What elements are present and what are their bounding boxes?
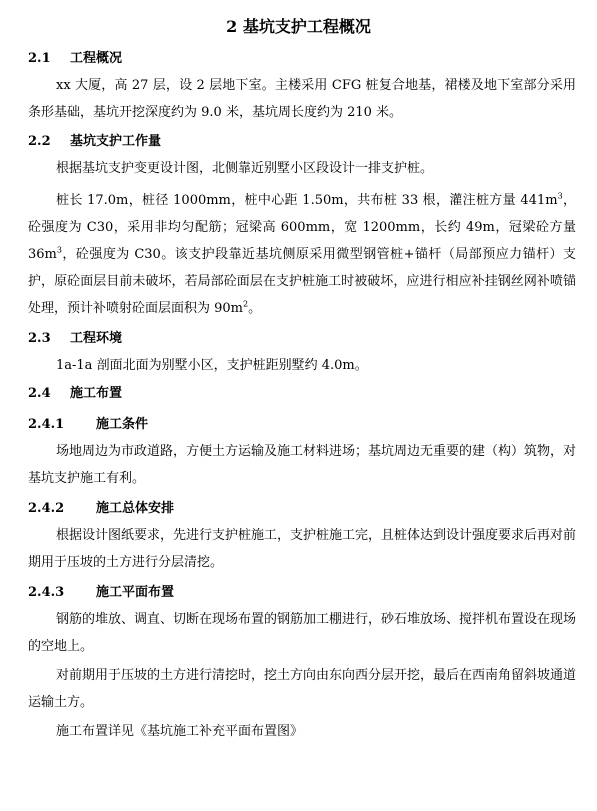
section-2-4-1-heading <box>28 416 148 434</box>
section-2-4-2-heading <box>28 500 174 518</box>
chapter-title: 2 基坑支护工程概况 <box>226 17 371 36</box>
section-number: 2.1 <box>28 51 51 66</box>
section-title: 基坑支护工作量 <box>70 134 162 149</box>
section-2-2-heading <box>28 133 161 151</box>
paragraph-text: 。 <box>248 301 262 316</box>
section-2-4-heading <box>28 385 122 403</box>
section-2-4-1-paragraph: 场地周边为市政道路，方便土方运输及施工材料进场；基坑周边无重要的建（构）筑物，对基坑支护施工有利。 <box>28 444 577 486</box>
section-2-1-heading <box>28 50 122 68</box>
section-2-4-3-heading <box>28 584 174 602</box>
section-number: 2.3 <box>28 331 51 346</box>
superscript: 3 <box>557 191 563 201</box>
section-2-1-paragraph: xx 大厦，高 27 层，设 2 层地下室。主楼采用 CFG 桩复合地基，裙楼及地下室部分采用条形基础，基坑开挖深度约为 9.0 米，基坑周长度约为 210 米。 <box>28 78 576 120</box>
section-number: 2.4.1 <box>28 417 65 432</box>
section-2-4-3-paragraph-1: 钢筋的堆放、调直、切断在现场布置的钢筋加工棚进行，砂石堆放场、搅拌机布置设在现场的空地上。 <box>28 612 577 654</box>
section-2-2-paragraph-2 <box>28 187 576 322</box>
paragraph-text: ，砼强度为 C30，采用非均匀配筋；冠梁高 600mm，宽 1200mm，长约 49m，冠梁砼方量 36m <box>28 193 576 262</box>
section-title: 施工布置 <box>70 386 123 401</box>
section-number: 2.2 <box>28 134 51 149</box>
section-title: 施工总体安排 <box>96 501 175 516</box>
paragraph-text: 桩长 17.0m，桩径 1000mm，桩中心距 1.50m，共布桩 33 根，灌注桩方量 441m <box>56 193 558 208</box>
section-2-3-paragraph: 1a-1a 剖面北面为别墅小区，支护桩距别墅约 4.0m。 <box>56 358 368 373</box>
section-title: 施工平面布置 <box>96 585 175 600</box>
section-number: 2.4 <box>28 386 51 401</box>
section-2-3-heading <box>28 330 122 348</box>
section-2-4-3-paragraph-2: 对前期用于压坡的土方进行清挖时，挖土方向由东向西分层开挖，最后在西南角留斜坡通道运输土方。 <box>28 668 577 710</box>
paragraph-text: ，砼强度为 C30。该支护段靠近基坑侧原采用微型钢管桩+锚杆（局部预应力锚杆）支护，原砼面层目前未破坏，若局部砼面层在支护桩施工时被破坏，应进行相应补挂钢丝网补喷锚处理，预计补喷射砼面层面积为 90m <box>28 247 576 316</box>
section-title: 工程环境 <box>70 331 123 346</box>
superscript: 3 <box>56 245 62 255</box>
section-title: 施工条件 <box>96 417 149 432</box>
superscript: 2 <box>243 299 249 309</box>
section-2-2-paragraph-1: 根据基坑支护变更设计图，北侧靠近别墅小区段设计一排支护桩。 <box>56 161 434 176</box>
section-title: 工程概况 <box>70 51 123 66</box>
section-2-4-3-paragraph-3: 施工布置详见《基坑施工补充平面布置图》 <box>56 724 304 739</box>
section-2-4-2-paragraph: 根据设计图纸要求，先进行支护桩施工，支护桩施工完，且桩体达到设计强度要求后再对前期用于压坡的土方进行分层清挖。 <box>28 528 577 570</box>
section-number: 2.4.2 <box>28 501 65 516</box>
section-number: 2.4.3 <box>28 585 65 600</box>
